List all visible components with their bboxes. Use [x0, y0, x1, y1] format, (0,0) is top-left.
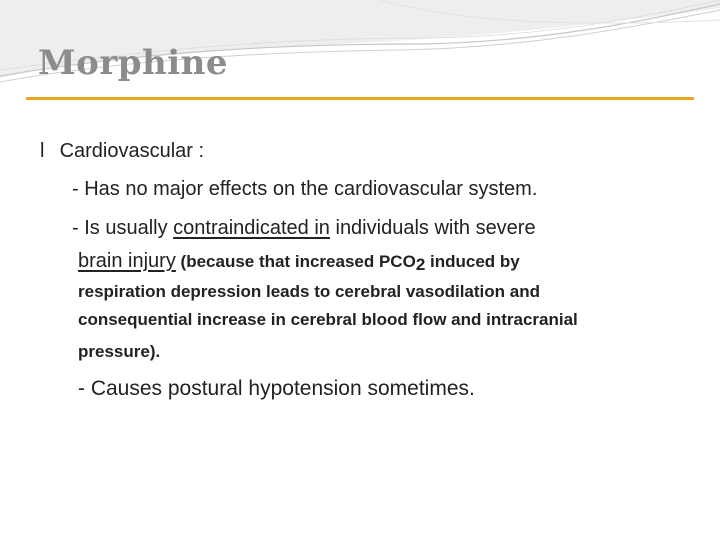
explanation-line: respiration depression leads to cerebral vasodilation and — [78, 282, 540, 301]
section-heading — [40, 140, 204, 163]
section-heading-text: Cardiovascular : — [59, 140, 205, 162]
subscript: 2 — [415, 255, 426, 274]
text-segment: individuals with severe — [329, 217, 536, 239]
underlined-term: contraindicated in — [173, 217, 330, 239]
explanation-line: consequential increase in cerebral blood flow and intracranial — [78, 310, 578, 329]
bullet-marker: l — [40, 140, 45, 162]
slide-title: Morphine — [38, 43, 228, 83]
text-segment: - Is usually — [72, 217, 174, 239]
text-segment: (because that increased PCO — [175, 252, 416, 271]
title-underline-rule — [26, 97, 694, 100]
bullet-brain-injury-line — [78, 250, 520, 275]
explanation-line: pressure). — [78, 342, 161, 361]
underlined-term: brain injury — [78, 250, 176, 272]
bullet-contraindicated — [72, 217, 536, 240]
bullet-postural-hypotension: - Causes postural hypotension sometimes. — [78, 377, 475, 400]
bullet-no-major-effects: - Has no major effects on the cardiovascular system. — [72, 178, 538, 200]
text-segment: induced by — [425, 252, 520, 271]
